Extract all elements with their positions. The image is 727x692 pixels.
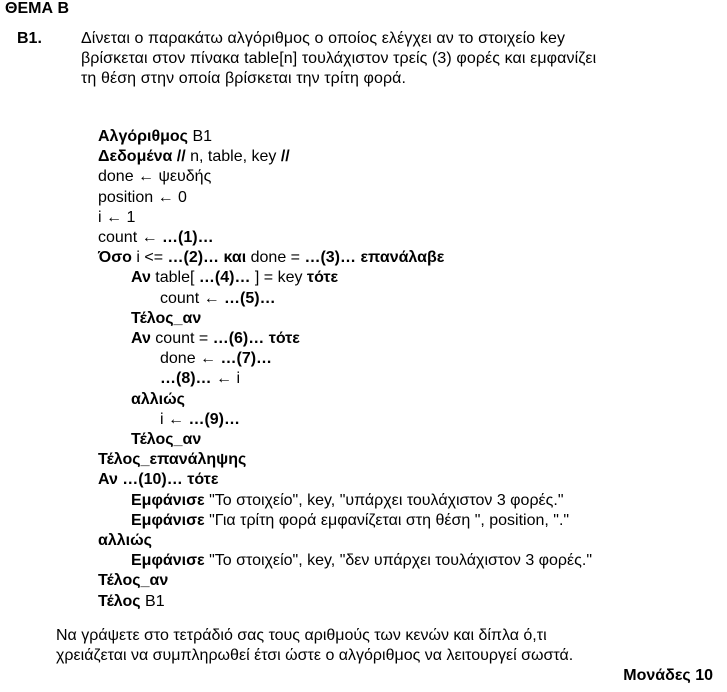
keyword-text: Αν …(10)… τότε: [98, 471, 219, 489]
keyword-text: …(6)… τότε: [212, 330, 300, 347]
code-text: done =: [246, 249, 305, 267]
algorithm-line: [160, 411, 240, 429]
keyword-text: …(8)…: [160, 370, 212, 388]
algorithm-line: [160, 290, 276, 308]
code-text: ] = key: [250, 269, 307, 287]
intro-line-3: τη θέση στην οποία βρίσκεται την τρίτη φορά.: [81, 70, 407, 87]
algorithm-line: [98, 249, 444, 267]
closing-line-1: Να γράψετε στο τετράδιό σας τους αριθμούς των κενών και δίπλα ό,τι: [56, 627, 547, 644]
code-text: "Το στοιχείο", key, "υπάρχει τουλάχιστον 3 φορές.": [204, 491, 564, 509]
keyword-text: …(5)…: [224, 289, 276, 307]
code-text: done ← ψευδής: [98, 168, 212, 186]
algorithm-line: [160, 370, 240, 388]
algorithm-line: [131, 391, 185, 409]
code-text: ← i: [211, 370, 241, 388]
algorithm-line: [98, 451, 246, 469]
algorithm-line: [131, 512, 569, 530]
theme-title: ΘΕΜΑ Β: [5, 0, 69, 17]
keyword-text: Τέλος_αν: [98, 572, 169, 590]
code-text: "Το στοιχείο", key, "δεν υπάρχει τουλάχιστον 3 φορές.": [204, 552, 592, 570]
keyword-text: //: [280, 148, 290, 166]
keyword-text: Όσο: [98, 249, 132, 267]
keyword-text: …(4)…: [198, 269, 251, 287]
algorithm-line: [98, 471, 218, 489]
keyword-text: Τέλος_αν: [131, 431, 202, 448]
keyword-text: Τέλος_επανάληψης: [98, 451, 247, 469]
closing-line-2: χρειάζεται να συμπληρωθεί έτσι ώστε ο αλγόριθμος να λειτουργεί σωστά.: [56, 647, 574, 664]
keyword-text: …(9)…: [188, 410, 241, 428]
algorithm-line: [131, 310, 201, 328]
algorithm-line: [98, 189, 187, 207]
keyword-text: Αλγόριθμος: [98, 128, 188, 145]
algorithm-line: [98, 593, 165, 611]
intro-line-1: Δίνεται ο παρακάτω αλγόριθμος ο οποίος ελέγχει αν το στοιχείο key: [81, 30, 566, 47]
intro-line-2: βρίσκεται στον πίνακα table[n] τουλάχιστον τρείς (3) φορές και εμφανίζει: [81, 50, 597, 67]
code-text: position ← 0: [98, 188, 187, 206]
keyword-text: …(1)…: [162, 229, 214, 246]
algorithm-line: [131, 330, 300, 348]
keyword-text: αλλιώς: [98, 532, 152, 549]
code-text: count ←: [160, 289, 225, 307]
algorithm-line: [98, 128, 212, 146]
code-text: count ←: [98, 229, 163, 246]
algorithm-line: [98, 148, 290, 166]
code-text: B1: [188, 128, 213, 145]
algorithm-line: [131, 269, 338, 287]
question-label: B1.: [17, 30, 42, 47]
algorithm-line: [98, 209, 135, 227]
code-text: B1: [140, 592, 165, 610]
algorithm-line: [131, 431, 201, 449]
code-text: n, table, key: [185, 148, 281, 166]
keyword-text: …(7)…: [220, 350, 273, 368]
keyword-text: …(3)… επανάλαβε: [304, 249, 445, 267]
keyword-text: αλλιώς: [131, 390, 185, 408]
code-text: i <=: [131, 249, 168, 267]
code-text: table[: [150, 269, 199, 287]
algorithm-line: [98, 168, 211, 186]
keyword-text: Εμφάνισε: [131, 491, 205, 509]
keyword-text: Τέλος: [98, 592, 141, 610]
keyword-text: Αν: [131, 269, 151, 287]
code-text: i ← 1: [98, 208, 136, 226]
keyword-text: Τέλος_αν: [131, 309, 202, 327]
keyword-text: Εμφάνισε: [131, 552, 205, 570]
algorithm-line: [131, 552, 592, 570]
algorithm-line: [98, 532, 152, 550]
keyword-text: Αν: [131, 330, 151, 347]
algorithm-line: [160, 350, 272, 368]
algorithm-line: [98, 229, 214, 247]
keyword-text: Δεδομένα //: [98, 148, 186, 166]
code-text: count =: [150, 330, 213, 347]
code-text: done ←: [160, 350, 221, 368]
keyword-text: Εμφάνισε: [131, 511, 205, 529]
keyword-text: …(2)… και: [167, 249, 247, 267]
code-text: "Για τρίτη φορά εμφανίζεται στη θέση ", position, ".": [204, 511, 570, 529]
code-text: i ←: [160, 410, 189, 428]
marks-label: Μονάδες 10: [623, 667, 713, 684]
algorithm-line: [131, 492, 564, 510]
algorithm-line: [98, 572, 168, 590]
keyword-text: τότε: [306, 269, 339, 287]
